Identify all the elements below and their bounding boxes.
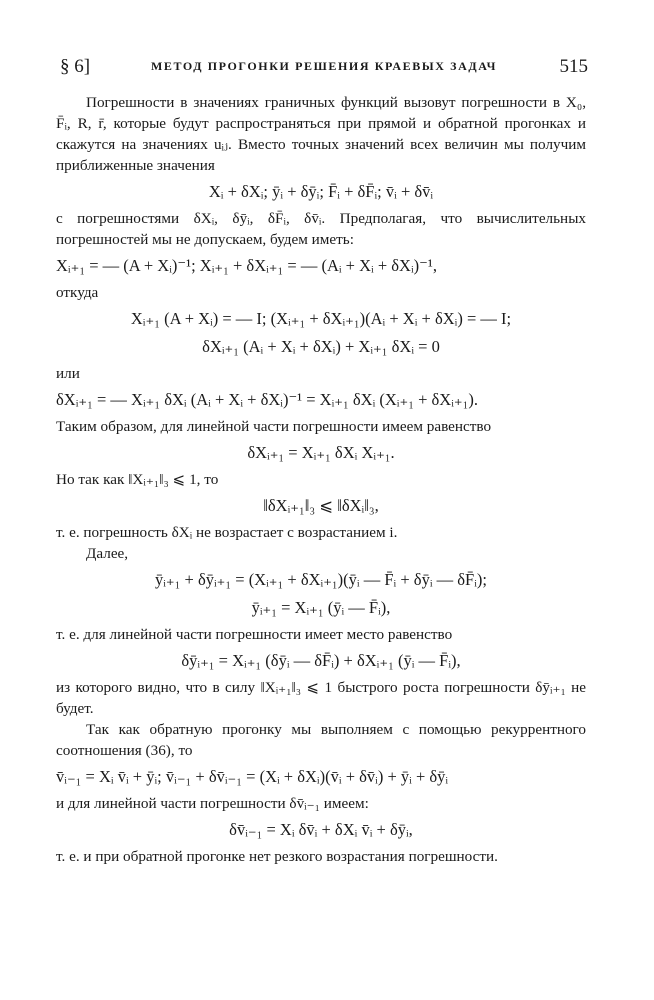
paragraph-1: Погрешности в значениях граничных функций вызовут погрешности в X₀, F̄ᵢ, R, r̄, которые будут распространяться при прямой и обратной прогонках и скажутся на значениях uᵢⱼ. Вместо точных значений всех величин мы получим приближенные значения — [56, 94, 586, 174]
page-body — [56, 92, 586, 867]
equation-x-recurrence: Xᵢ₊₁ = — (A + Xᵢ)⁻¹; Xᵢ₊₁ + δXᵢ₊₁ = — (Aᵢ + Xᵢ + δXᵢ)⁻¹, — [56, 256, 437, 275]
equation-approx-values: Xᵢ + δXᵢ; ȳᵢ + δȳᵢ; F̄ᵢ + δF̄ᵢ; v̄ᵢ + δv̄ᵢ — [208, 182, 434, 201]
word-ili: или — [56, 365, 80, 382]
paragraph-11: т. е. и при обратной прогонке нет резкого возрастания погрешности. — [56, 848, 498, 865]
equation-delta-x-expansion: δXᵢ₊₁ = — Xᵢ₊₁ δXᵢ (Aᵢ + Xᵢ + δXᵢ)⁻¹ = Xᵢ₊₁ δXᵢ (Xᵢ₊₁ + δXᵢ₊₁). — [56, 390, 478, 409]
equation-delta-x-linear: δXᵢ₊₁ = Xᵢ₊₁ δXᵢ Xᵢ₊₁. — [247, 443, 395, 462]
page-number: 515 — [559, 56, 588, 77]
chapter-title: МЕТОД ПРОГОНКИ РЕШЕНИЯ КРАЕВЫХ ЗАДАЧ — [150, 59, 498, 73]
word-otkuda: откуда — [56, 284, 99, 301]
equation-v-recurrence: v̄ᵢ₋₁ = Xᵢ v̄ᵢ + ȳᵢ; v̄ᵢ₋₁ + δv̄ᵢ₋₁ = (Xᵢ + δXᵢ)(v̄ᵢ + δv̄ᵢ) + ȳᵢ + δȳᵢ — [56, 767, 449, 786]
equation-x-product: Xᵢ₊₁ (A + Xᵢ) = — I; (Xᵢ₊₁ + δXᵢ₊₁)(Aᵢ + Xᵢ + δXᵢ) = — I; — [130, 309, 512, 328]
paragraph-7: т. е. для линейной части погрешности имеет место равенство — [56, 626, 453, 643]
equation-delta-y: δȳᵢ₊₁ = Xᵢ₊₁ (δȳᵢ — δF̄ᵢ) + δXᵢ₊₁ (ȳᵢ — F̄ᵢ), — [181, 651, 461, 670]
equation-y-exact: ȳᵢ₊₁ = Xᵢ₊₁ (ȳᵢ — F̄ᵢ), — [251, 598, 391, 617]
section-number: § 6] — [60, 56, 91, 77]
paragraph-10: и для линейной части погрешности δv̄ᵢ₋₁ имеем: — [56, 795, 369, 812]
paragraph-5: т. е. погрешность δXᵢ не возрастает с возрастанием i. — [56, 524, 398, 541]
equation-delta-v: δv̄ᵢ₋₁ = Xᵢ δv̄ᵢ + δXᵢ v̄ᵢ + δȳᵢ, — [229, 820, 413, 839]
equation-y-perturbed: ȳᵢ₊₁ + δȳᵢ₊₁ = (Xᵢ₊₁ + δXᵢ₊₁)(ȳᵢ — F̄ᵢ + δȳᵢ — δF̄ᵢ); — [154, 570, 487, 589]
equation-norm-inequality: ‖δXᵢ₊₁‖₃ ⩽ ‖δXᵢ‖₃, — [263, 496, 379, 515]
running-header — [60, 56, 588, 80]
equation-delta-x-zero: δXᵢ₊₁ (Aᵢ + Xᵢ + δXᵢ) + Xᵢ₊₁ δXᵢ = 0 — [202, 337, 440, 356]
paragraph-9: Так как обратную прогонку мы выполняем с помощью рекуррентного соотношения (36), то — [56, 721, 586, 759]
paragraph-2: с погрешностями δXᵢ, δȳᵢ, δF̄ᵢ, δv̄ᵢ. Предполагая, что вычислительных погрешностей мы не допускаем, будем иметь: — [56, 210, 586, 248]
paragraph-4: Но так как ‖Xᵢ₊₁‖₃ ⩽ 1, то — [56, 471, 219, 488]
paragraph-6: Далее, — [86, 545, 129, 562]
paragraph-3: Таким образом, для линейной части погрешности имеем равенство — [56, 418, 492, 435]
paragraph-8: из которого видно, что в силу ‖Xᵢ₊₁‖₃ ⩽ 1 быстрого роста погрешности δȳᵢ₊₁ не будет. — [56, 679, 586, 717]
